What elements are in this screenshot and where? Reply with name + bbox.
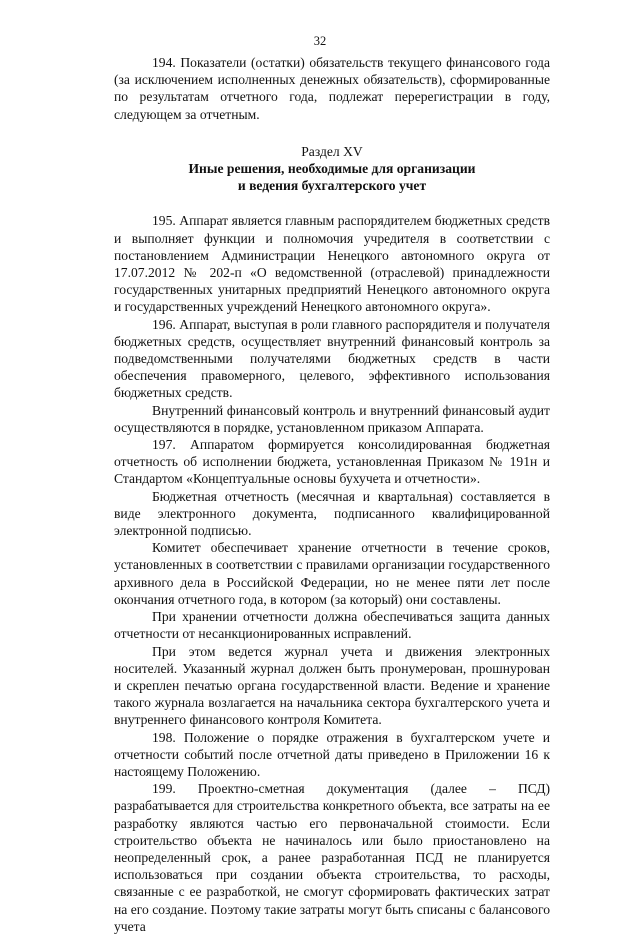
paragraph-internal-control: Внутренний финансовый контроль и внутренний финансовый аудит осуществляются в порядке, установленном приказом Аппарата. <box>114 402 550 435</box>
paragraph-199: 199. Проектно-сметная документация (далее – ПСД) разрабатывается для строительства конкретного объекта, все затраты на ее разработку являются частью его первоначальной стоимости. Если строительство объекта не начиналось или было приостановлено на неопределенный срок, а ранее разработанная ПСД не планируется использоваться при создании объекта строительства, то расходы, связанные с ее разработкой, не смогут сформировать фактических затрат на его создание. Поэтому такие затраты могут быть списаны с балансового учета <box>114 781 550 934</box>
paragraph-198: 198. Положение о порядке отражения в бухгалтерском учете и отчетности событий после отчетной даты приведено в Приложении 16 к настоящему Положению. <box>114 729 550 779</box>
paragraph-journal: При этом ведется журнал учета и движения электронных носителей. Указанный журнал должен быть пронумерован, прошнурован и скреплен печатью органа государственной власти. Ведение и хранение такого журнала возлагается на начальника сектора бухгалтерского учета и внутреннего финансового контроля Комитета. <box>114 643 550 728</box>
section-spacer <box>114 194 550 212</box>
section-label: Раздел XV <box>301 143 363 159</box>
paragraph-reporting-format: Бюджетная отчетность (месячная и квартальная) составляется в виде электронного документа, подписанного квалифицированной электронной подписью. <box>114 488 550 539</box>
paragraph-196: 196. Аппарат, выступая в роли главного распорядителя и получателя бюджетных средств, осуществляет внутренний финансовый контроль за подведомственными получателями бюджетных средств в части обеспечения правомерного, целевого, эффективного использования бюджетных средств. <box>114 316 550 401</box>
page-number: 32 <box>313 34 327 48</box>
section-heading-line-2: и ведения бухгалтерского учет <box>237 178 427 194</box>
document-body <box>114 54 550 935</box>
paragraph-195: 195. Аппарат является главным распорядителем бюджетных средств и выполняет функции и полномочия учредителя в соответствии с постановлением Администрации Ненецкого автономного округа от 17.07.2012 № 202-п «О ведомственной (отраслевой) принадлежности государственных унитарных предприятий Ненецкого автономного округа и государственных учреждений Ненецкого автономного округа». <box>114 213 550 315</box>
section-heading-line-1: Иные решения, необходимые для организации <box>188 161 476 177</box>
paragraph-197: 197. Аппаратом формируется консолидированная бюджетная отчетность об исполнении бюджета, установленная Приказом № 191н и Стандартом «Концептуальные основы бухучета и отчетности». <box>114 437 550 487</box>
paragraph-storage: Комитет обеспечивает хранение отчетности в течение сроков, установленных в соответствии с правилами организации государственного архивного дела в Российской Федерации, но не менее пяти лет после окончания отчетного года, в котором (за который) они составлены. <box>114 540 550 607</box>
paragraph-194: 194. Показатели (остатки) обязательств текущего финансового года (за исключением исполненных денежных обязательств), сформированные по результатам отчетного года, подлежат перерегистрации в году, следующем за отчетным. <box>114 55 550 122</box>
paragraph-protection: При хранении отчетности должна обеспечиваться защита данных отчетности от несанкционированных исправлений. <box>114 609 550 642</box>
